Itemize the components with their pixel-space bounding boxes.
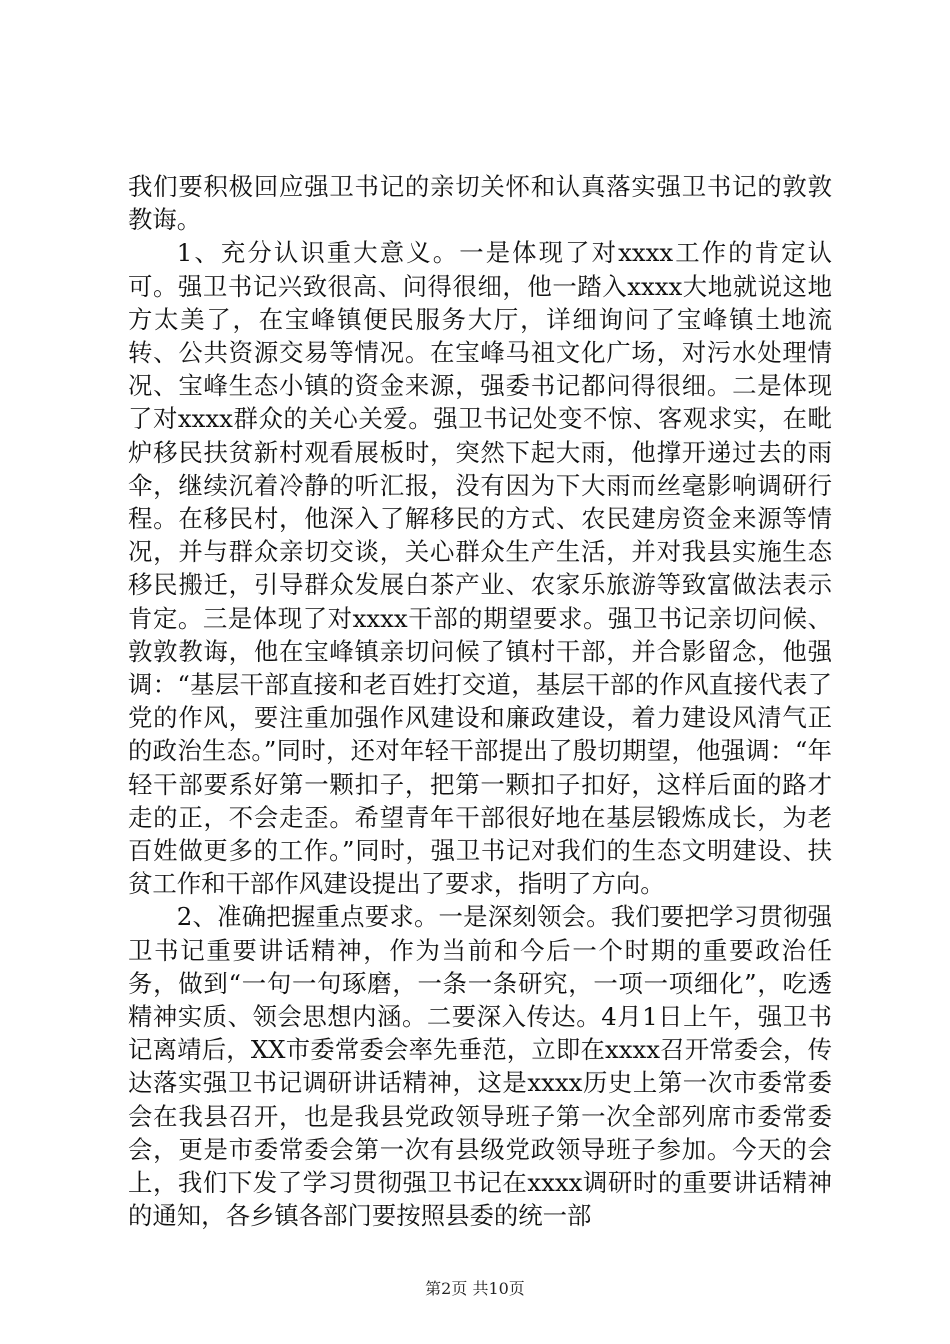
paragraph-section-1: 1、充分认识重大意义。一是体现了对xxxx工作的肯定认可。强卫书记兴致很高、问得很细，他一踏入xxxx大地就说这地方太美了，在宝峰镇便民服务大厅，详细询问了宝峰镇土地流转、公共资源交易等情况。在宝峰马祖文化广场，对污水处理情况、宝峰生态小镇的资金来源，强委书记都问得很细。二是体现了对xxxx群众的关心关爱。强卫书记处变不惊、客观求实，在毗炉移民扶贫新村观看展板时，突然下起大雨，他撑开递过去的雨伞，继续沉着冷静的听汇报，没有因为下大雨而丝毫影响调研行程。在移民村，他深入了解移民的方式、农民建房资金来源等情况，并与群众亲切交谈，关心群众生产生活，并对我县实施生态移民搬迁，引导群众发展白茶产业、农家乐旅游等致富做法表示肯定。三是体现了对xxxx干部的期望要求。强卫书记亲切问候、敦敦教诲，他在宝峰镇亲切问候了镇村干部，并合影留念，他强调：“基层干部直接和老百姓打交道，基层干部的作风直接代表了党的作风，要注重加强作风建设和廉政建设，着力建设风清气正的政治生态。”同时，还对年轻干部提出了殷切期望，他强调：“年轻干部要系好第一颗扣子，把第一颗扣子扣好，这样后面的路才走的正，不会走歪。希望青年干部很好地在基层锻炼成长，为老百姓做更多的工作。”同时，强卫书记对我们的生态文明建设、扶贫工作和干部作风建设提出了要求，指明了方向。 (128, 238, 832, 899)
document-body (128, 170, 832, 1233)
paragraph-section-2: 2、准确把握重点要求。一是深刻领会。我们要把学习贯彻强卫书记重要讲话精神，作为当前和今后一个时期的重要政治任务，做到“一句一句琢磨，一条一条研究，一项一项细化”，吃透精神实质、领会思想内涵。二要深入传达。4月1日上午，强卫书记离靖后，XX市委常委会率先垂范，立即在xxxx召开常委会，传达落实强卫书记调研讲话精神，这是xxxx历史上第一次市委常委会在我县召开，也是我县党政领导班子第一次全部列席市委常委会，更是市委常委会第一次有县级党政领导班子参加。今天的会上，我们下发了学习贯彻强卫书记在xxxx调研时的重要讲话精神的通知，各乡镇各部门要按照县委的统一部 (128, 902, 832, 1231)
paragraph-continuation: 我们要积极回应强卫书记的亲切关怀和认真落实强卫书记的敦敦教诲。 (128, 172, 832, 235)
page-footer: 第2页 共10页 (425, 1279, 525, 1298)
